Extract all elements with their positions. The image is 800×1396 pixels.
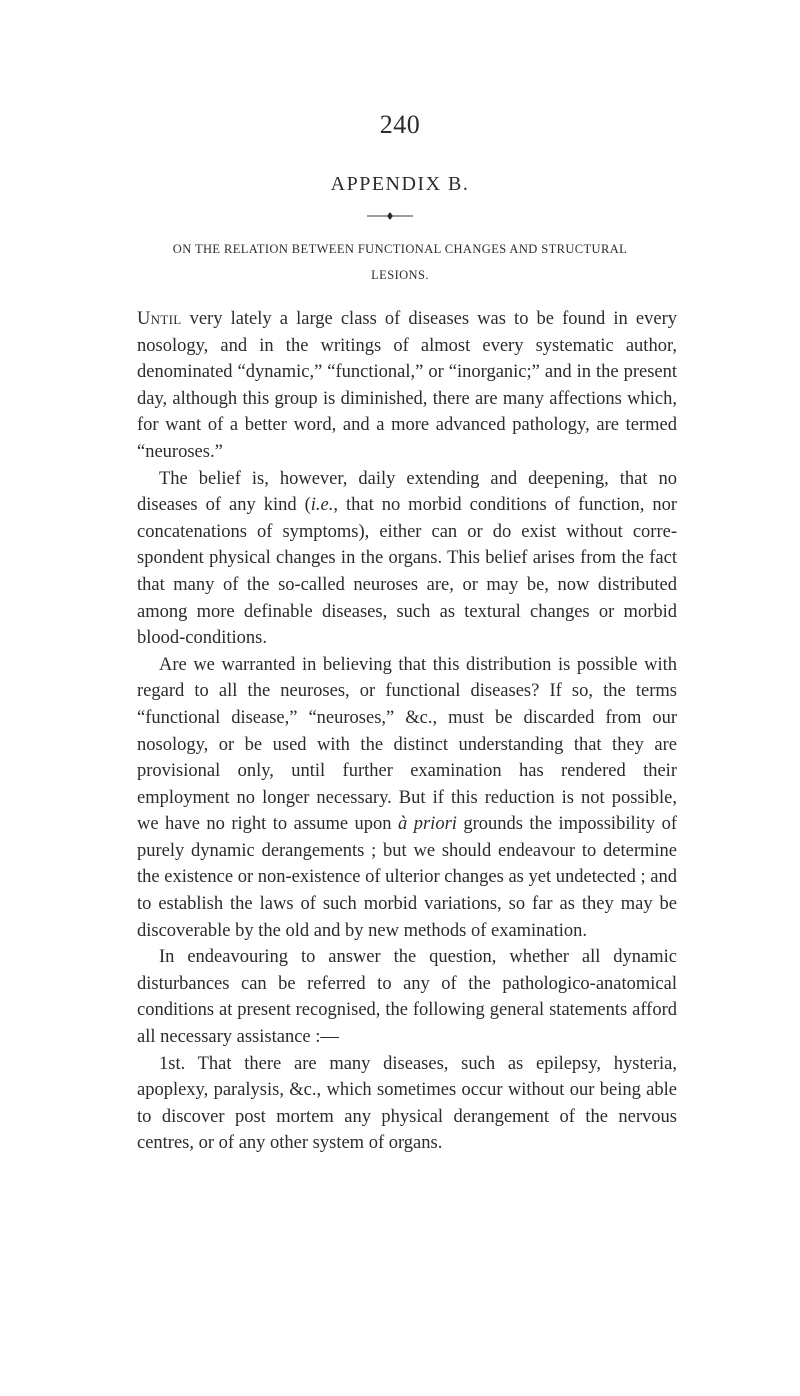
paragraph-3-text-a: Are we warranted in believing that this distribution is possible with regard to all the neuroses, or functional diseases? If so, the terms “functional disease,” “neuroses,” &c., must be discarded from our nosology, or be used with the distinct understanding that they are provisional only, until further examination has rendered their employment no longer necessary. But if this reduction is not possible, we have no right to assume upon: [137, 654, 677, 835]
paragraph-4-text: In endeavouring to answer the question, whether all dynamic disturbances can be referred to any of the pathologico-anatomical conditions at present recognised, the following general statements afford all necessary assistance :—: [137, 947, 677, 1048]
paragraph-1: [137, 306, 677, 466]
diamond-rule-icon: [365, 211, 415, 221]
paragraph-2: [137, 466, 677, 652]
paragraph-3: [137, 652, 677, 945]
paragraph-5: [137, 1051, 677, 1157]
paragraph-4: [137, 944, 677, 1050]
paragraph-3-italic: à priori: [398, 814, 457, 835]
paragraph-2-text-b: , that no morbid conditions of function, nor concatenations of symptoms), either can or do exist without correspondent physical changes in the organs. This belief arises from the fact that many of the so-called neuroses are, or may be, now distributed among more definable diseases, such as textural changes or morbid blood-conditions.: [137, 495, 677, 649]
drop-lead-word: Until: [137, 309, 182, 329]
paragraph-5-text: 1st. That there are many diseases, such as epilepsy, hysteria, apoplexy, paralysis, &c., which sometimes occur without our being able to discover post mortem any physical derangement of the nervous centres, or of any other system of organs.: [137, 1053, 677, 1154]
appendix-title: APPENDIX B.: [330, 173, 470, 195]
page-number: 240: [379, 110, 421, 139]
body-text: [137, 306, 677, 1157]
paragraph-3-text-b: grounds the impossibility of purely dynamic derangements ; but we should endeavour to determine the existence or non-existence of ulterior changes as yet undetected ; and to establish the laws of such morbid variations, so far as they may be discoverable by the old and by new methods of examination.: [137, 814, 677, 941]
paragraph-2-text-a: The belief is, however, daily extending and deepening, that no diseases of any kind (: [137, 468, 677, 516]
appendix-subtitle: ON THE RELATION BETWEEN FUNCTIONAL CHANGES AND STRUCTURAL LESIONS.: [172, 242, 628, 282]
paragraph-1-text: very lately a large class of diseases was to be found in every nosology, and in the writings of almost every systematic author, denominated “dynamic,” “functional,” or “inorganic;” and in the present day, although this group is diminished, there are many affections which, for want of a better word, and a more advanced pathology, are termed “neuroses.”: [137, 309, 677, 462]
paragraph-2-italic: i.e.: [310, 495, 334, 516]
